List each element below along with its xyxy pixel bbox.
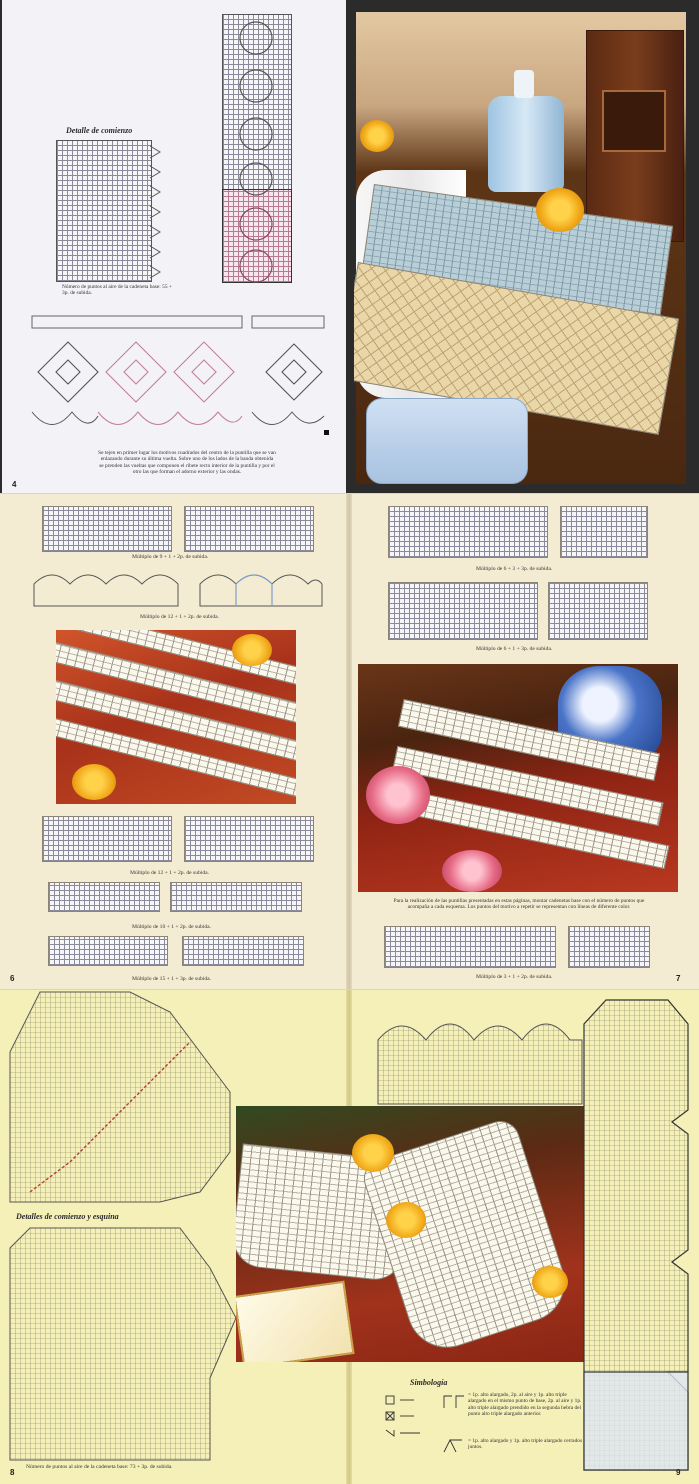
teapot-laces-photo [358,664,678,892]
caption-left-2: Múltiplo de 12 + 1 + 2p. de subida. [140,614,220,620]
page-number-6: 6 [10,974,15,983]
edging-chart-7a [388,582,538,640]
edging-chart-3b [184,816,314,862]
edging-chart-2 [34,566,324,612]
legend-symbol-stitch-2 [442,1438,466,1454]
border-chart-top [378,1000,590,1108]
edging-chart-3a [42,816,172,862]
start-detail-edge [150,140,164,280]
yellow-rose-4 [72,764,116,800]
caption-left-4: Múltiplo de 10 + 1 + 2p. de subida. [132,924,212,930]
title-detalle-comienzo: Detalle de comienzo [66,126,133,135]
legend-item-2: = 1p. alto alargado y 1p. alto triple alargado cerrados juntos. [468,1438,583,1451]
caption-right-3: Múltiplo de 3 + 1 + 2p. de subida. [476,974,553,980]
caption-left-1: Múltiplo de 9 + 1 + 2p. de subida. [132,554,209,560]
band-motifs [222,14,292,284]
caption-right-2: Múltiplo de 6 + 1 + 3p. de subida. [476,646,553,652]
page-number-8: 8 [10,1468,15,1477]
edging-chart-5b [182,936,304,966]
corner-chart-right [584,1000,688,1480]
base-chain-note-2: Número de puntos al aire de la cadeneta base: 73 + 3p. de subida. [26,1464,173,1470]
cabinet-drawer [602,90,666,152]
caption-right-1: Múltiplo de 6 + 3 + 3p. de subida. [476,566,553,572]
page-number-4: 4 [12,480,17,489]
spread-pages-4-5 [0,0,699,493]
diamond-lace-chart [28,312,328,447]
edging-chart-7b [548,582,648,640]
pink-rose-1 [366,766,430,824]
edging-chart-4a [48,882,160,912]
corner-chart-top [10,992,236,1210]
edging-chart-6a [388,506,548,558]
yellow-rose-7 [532,1266,568,1298]
page-5-photo [354,0,686,493]
title-detalles-comienzo-esquina: Detalles de comienzo y esquina [16,1212,119,1221]
yellow-rose-1 [536,188,584,232]
method-paragraph: Se tejen en primer lugar los motivos cuadrados del centro de la puntilla que se van enlazando durante su última vuelta. Sobre uno de los lados de la banda obtenida se prenden las vueltas que componen el ribete recto interior de la puntilla y por el otro las que forman el adorno exterior y las ondas. [98,450,276,476]
page-number-9: 9 [676,1468,681,1477]
yellow-rose-3 [232,634,272,666]
dispenser-pump [514,70,534,98]
page-4 [2,0,346,493]
edging-chart-1b [184,506,314,552]
legend-symbol-stitch-1 [442,1394,466,1410]
caption-left-5: Múltiplo de 15 + 1 + 3p. de subida. [132,976,212,982]
yellow-rose-2 [360,120,394,152]
pink-rose-2 [442,850,502,892]
page-number-7: 7 [676,974,681,983]
edging-chart-8a [384,926,556,968]
spread-pages-6-7 [0,494,699,989]
corner-chart-bottom [10,1228,236,1460]
instructions-note: Para la realización de las puntillas presentadas en estas páginas, montar cadenetas base con el número de puntos que acompaña a cada esquema. Los puntos del motivo a repetir se representan con líneas de diferente color. [393,898,645,911]
edging-chart-1a [42,506,172,552]
legend-symbols [384,1392,444,1454]
spread-pages-8-9 [0,990,699,1484]
filet-corner-lace-photo [236,1106,584,1362]
edging-chart-5a [48,936,168,966]
caption-left-3: Múltiplo de 12 + 1 + 2p. de subida. [130,870,210,876]
legend-item-1: = 1p. alto alargado, 2p. al aire y 1p. alto triple alargado en el mismo punto de base, 2p. al aire y 1p. alto triple alargado prendido en la segunda hebra del punto alto triple alargado anterior. [468,1392,582,1418]
yellow-rose-6 [386,1202,426,1238]
base-chain-note: Número de puntos al aire de la cadeneta base: 55 + 3p. de subida. [62,284,172,297]
edging-chart-4b [170,882,302,912]
spread-gutter [346,494,352,989]
yellow-rose-5 [352,1134,394,1172]
edging-chart-8b [568,926,650,968]
painted-tray [236,1281,355,1362]
edging-chart-6b [560,506,648,558]
start-detail-chart [56,140,152,282]
legend-title: Simbología [410,1378,448,1387]
soap-dish [366,398,528,484]
soap-dispenser [488,96,564,192]
white-laces-on-red-photo [56,630,296,804]
